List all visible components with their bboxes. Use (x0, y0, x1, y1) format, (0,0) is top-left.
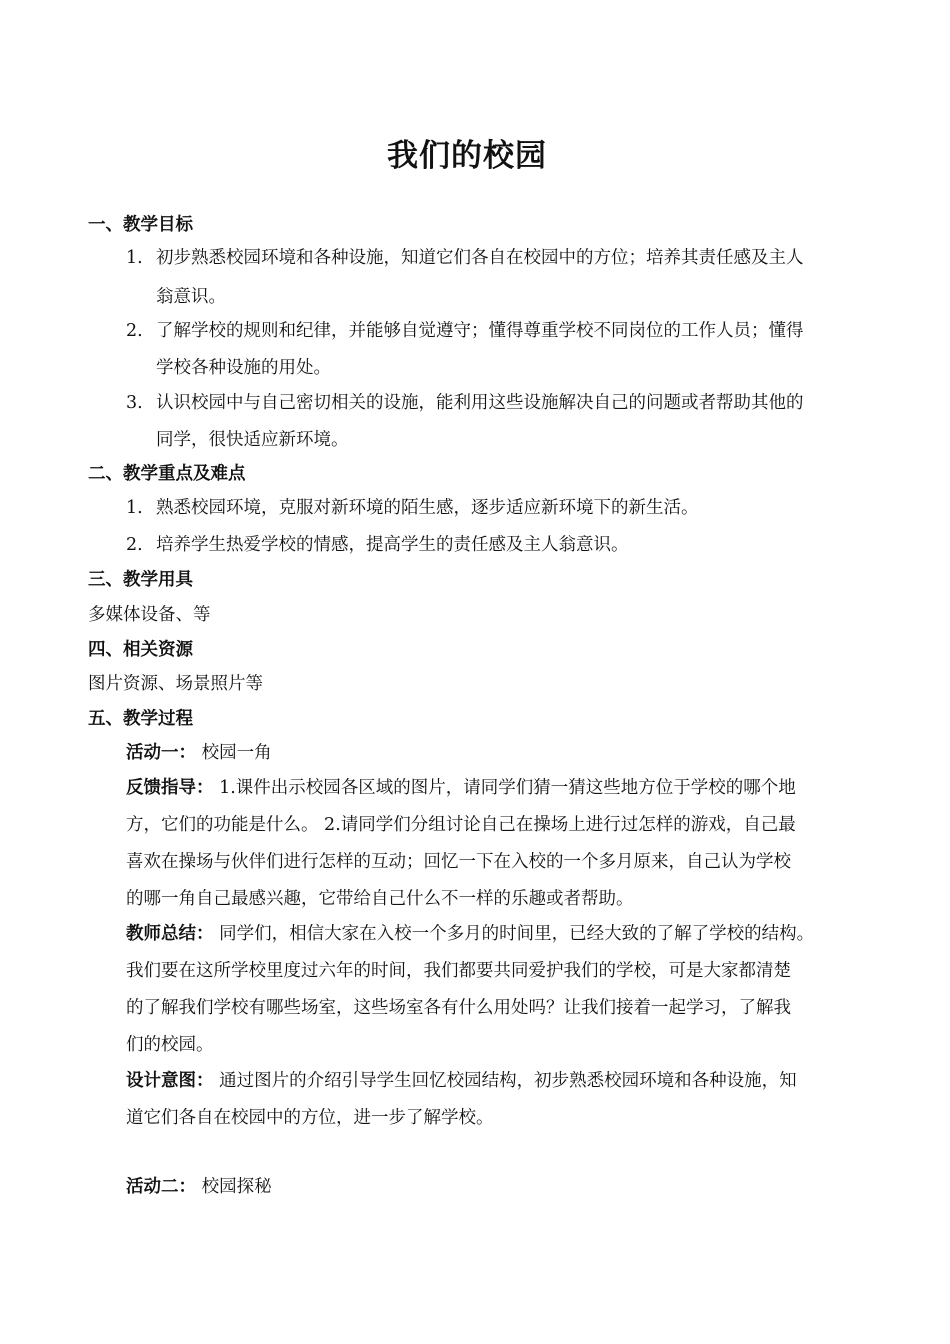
feedback-line: 方，它们的功能是什么。 2.请同学们分组讨论自己在操场上进行过怎样的游戏，自己最 (126, 815, 796, 835)
page-title: 我们的校园 (387, 138, 547, 174)
feedback-line: 反馈指导： 1.课件出示校园各区域的图片，请同学们猜一猜这些地方位于学校的哪个地 (126, 778, 796, 798)
summary-line: 教师总结： 同学们，相信大家在入校一个多月的时间里，已经大致的了解了学校的结构。 (126, 924, 815, 944)
tools-text: 多媒体设备、等 (88, 605, 211, 625)
section-heading-process: 五、教学过程 (88, 709, 193, 729)
list-item: 2. 培养学生热爱学校的情感，提高学生的责任感及主人翁意识。 (126, 535, 629, 555)
section-heading-goals: 一、教学目标 (88, 215, 193, 235)
resources-text: 图片资源、场景照片等 (88, 674, 263, 694)
summary-line: 们的校园。 (126, 1035, 214, 1055)
section-heading-tools: 三、教学用具 (88, 570, 193, 590)
list-item: 3. 认识校园中与自己密切相关的设施，能利用这些设施解决自己的问题或者帮助其他的 (126, 393, 804, 413)
feedback-line: 喜欢在操场与伙伴们进行怎样的互动；回忆一下在入校的一个多月原来，自己认为学校 (126, 852, 791, 872)
activity-one: 活动一： 校园一角 (126, 743, 272, 763)
list-item: 1. 熟悉校园环境，克服对新环境的陌生感，逐步适应新环境下的新生活。 (126, 498, 699, 518)
summary-line: 的了解我们学校有哪些场室，这些场室各有什么用处吗？让我们接着一起学习，了解我 (126, 998, 791, 1018)
list-item: 2. 了解学校的规则和纪律，并能够自觉遵守；懂得尊重学校不同岗位的工作人员；懂得 (126, 321, 804, 341)
list-item-cont: 同学，很快适应新环境。 (156, 430, 349, 450)
list-item: 1. 初步熟悉校园环境和各种设施，知道它们各自在校园中的方位；培养其责任感及主人 (126, 248, 804, 268)
design-intent-line: 设计意图： 通过图片的介绍引导学生回忆校园结构，初步熟悉校园环境和各种设施，知 (126, 1071, 797, 1091)
activity-two: 活动二： 校园探秘 (126, 1177, 272, 1197)
section-heading-keypoints: 二、教学重点及难点 (88, 464, 246, 484)
summary-line: 我们要在这所学校里度过六年的时间，我们都要共同爱护我们的学校，可是大家都清楚 (126, 961, 791, 981)
section-heading-resources: 四、相关资源 (88, 640, 193, 660)
feedback-line: 的哪一角自己最感兴趣，它带给自己什么不一样的乐趣或者帮助。 (126, 889, 634, 909)
list-item-cont: 学校各种设施的用处。 (156, 358, 331, 378)
list-item-cont: 翁意识。 (156, 287, 226, 307)
design-intent-line: 道它们各自在校园中的方位，进一步了解学校。 (126, 1108, 494, 1128)
